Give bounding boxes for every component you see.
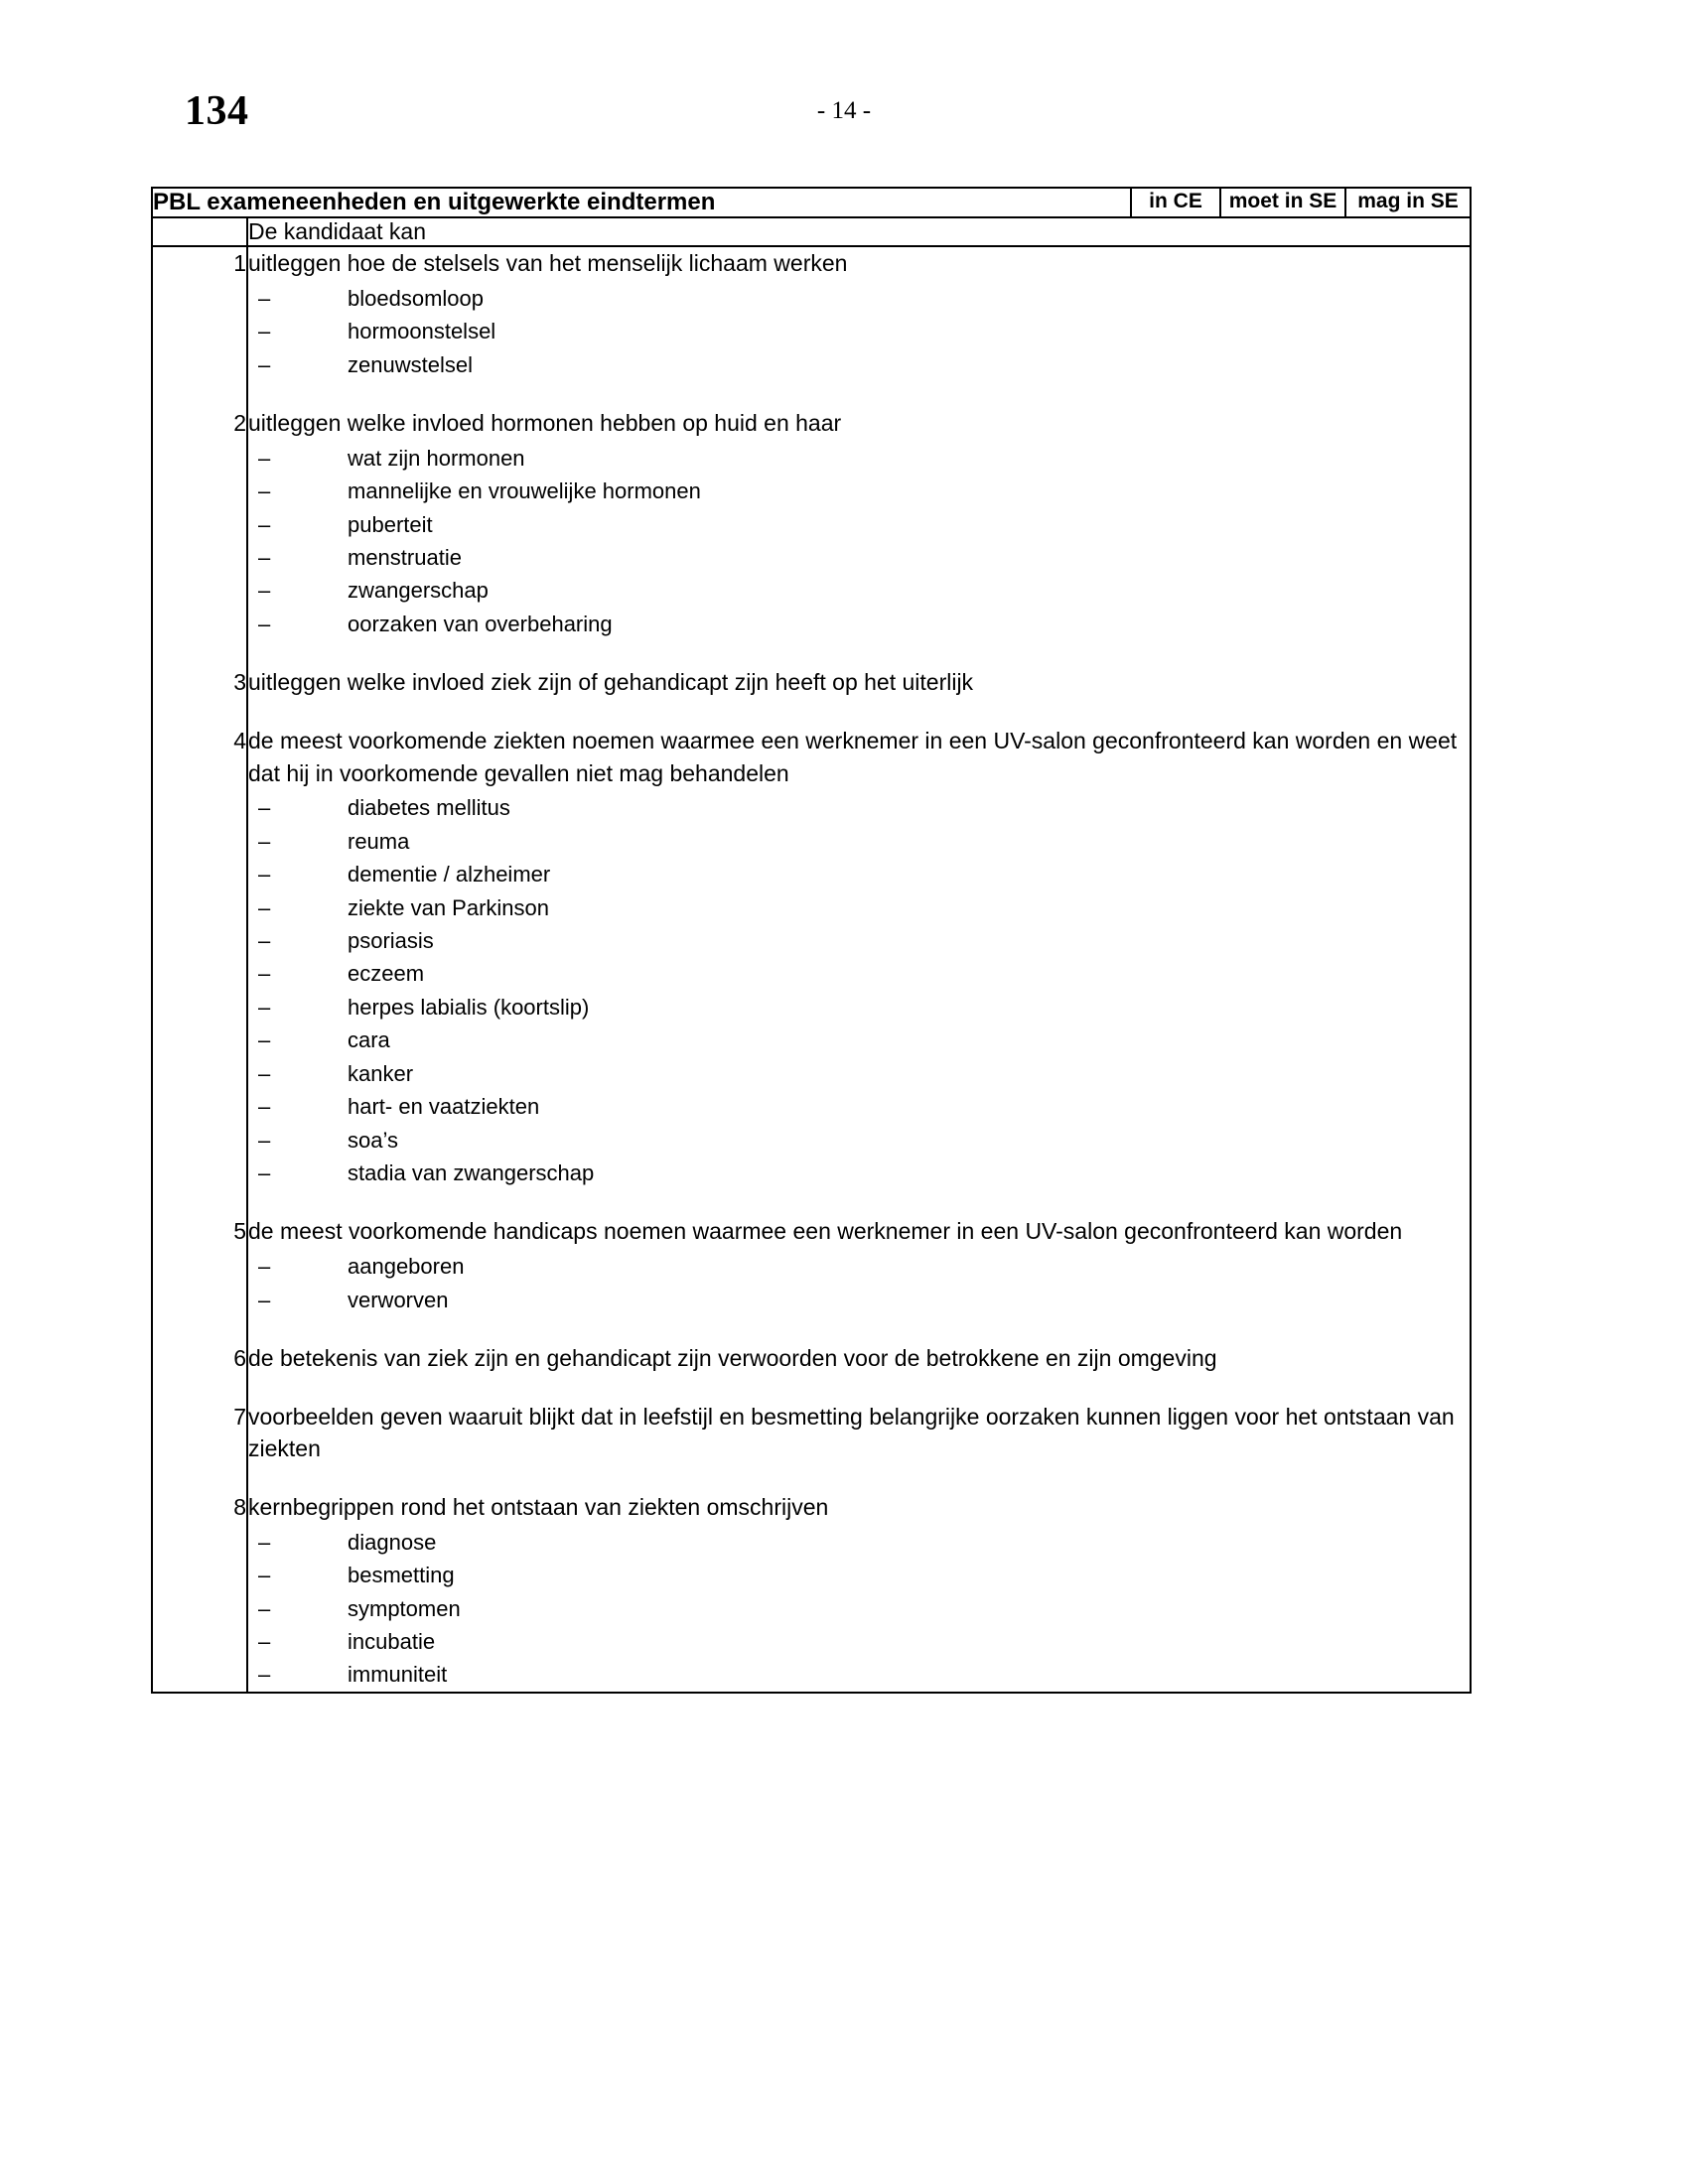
eindterm-item	[248, 1491, 1470, 1692]
eindterm-subitem-label: psoriasis	[348, 927, 434, 953]
eindterm-subitem	[248, 891, 1470, 924]
eindterm-subitem	[248, 608, 1470, 640]
eindterm-subitem	[248, 541, 1470, 574]
eindterm-subitem-label: dementie / alzheimer	[348, 862, 551, 887]
eindterm-subitem-label: reuma	[348, 828, 410, 854]
dash-marker-icon: –	[258, 285, 271, 311]
dash-marker-icon: –	[258, 961, 271, 987]
row-numbers-cell	[152, 246, 247, 1693]
dash-marker-icon: –	[258, 1160, 271, 1186]
dash-marker-icon: –	[258, 1027, 271, 1053]
eindterm-subitem-label: hormoonstelsel	[348, 319, 496, 344]
eindterm-subitem	[248, 1526, 1470, 1559]
table-body-row	[152, 246, 1471, 1693]
document-number: 134	[185, 88, 249, 134]
eindterm-subitem	[248, 791, 1470, 824]
item-spacer	[248, 1375, 1470, 1401]
eindterm-item	[248, 1342, 1470, 1375]
dash-marker-icon: –	[258, 319, 271, 344]
item-spacer	[153, 325, 246, 350]
eindterm-number: 8	[233, 1493, 246, 1520]
eindterm-subitem	[248, 1057, 1470, 1090]
eindterm-subitem-label: oorzaken van overbeharing	[348, 611, 613, 636]
dash-marker-icon: –	[258, 1254, 271, 1280]
eindterm-subitem	[248, 1090, 1470, 1123]
dash-marker-icon: –	[258, 1127, 271, 1153]
eindterm-subitem	[248, 1024, 1470, 1056]
dash-marker-icon: –	[258, 828, 271, 854]
eindterm-text: de betekenis van ziek zijn en gehandicapt zijn verwoorden voor de betrokkene en zijn omgeving	[248, 1345, 1217, 1371]
eindterm-subitem-label: symptomen	[348, 1595, 461, 1621]
item-spacer	[153, 402, 246, 428]
eindterm-subitem-label: hart- en vaatziekten	[348, 1094, 540, 1120]
eindterm-subitem-label: incubatie	[348, 1628, 436, 1654]
subheader-number-cell	[152, 217, 247, 246]
table-header-row	[152, 188, 1471, 217]
subheader-label: De kandidaat kan	[247, 217, 1471, 246]
eindterm-subitem	[248, 924, 1470, 957]
eindterm-subitem-label: mannelijke en vrouwelijke hormonen	[348, 478, 701, 504]
eindterm-subitem	[248, 825, 1470, 858]
eindterm-subitem	[248, 858, 1470, 890]
eindterm-number: 7	[233, 1403, 246, 1430]
eindterm-text: de meest voorkomende ziekten noemen waarmee een werknemer in een UV-salon geconfronteerd kan worden en weet dat hij in voorkomende gevallen niet mag behandelen	[248, 727, 1458, 786]
eindterm-subitem	[248, 1559, 1470, 1591]
dash-marker-icon: –	[258, 1287, 271, 1312]
eindterm-number: 1	[233, 250, 246, 276]
eindterm-subitem-label: besmetting	[348, 1563, 455, 1588]
eindterm-number: 2	[233, 409, 246, 436]
eindterm-subitem	[248, 574, 1470, 607]
item-spacer	[153, 273, 246, 299]
eindterm-subitem-label: menstruatie	[348, 544, 462, 570]
eindterm-subitem-label: aangeboren	[348, 1254, 465, 1280]
dash-marker-icon: –	[258, 544, 271, 570]
eindterm-subitem-label: stadia van zwangerschap	[348, 1160, 595, 1186]
eindterm-subitem-label: diabetes mellitus	[348, 795, 510, 821]
eindterm-item	[248, 725, 1470, 1190]
eindterm-sublist	[248, 282, 1470, 381]
eindterm-sublist	[248, 1526, 1470, 1692]
dash-marker-icon: –	[258, 1529, 271, 1555]
eindterm-subitem	[248, 475, 1470, 507]
dash-marker-icon: –	[258, 351, 271, 377]
page-number: - 14 -	[816, 97, 872, 124]
eindterm-subitem	[248, 282, 1470, 315]
eindterm-text: de meest voorkomende handicaps noemen waarmee een werknemer in een UV-salon geconfronteerd kan worden	[248, 1218, 1403, 1245]
eindterm-item	[248, 1401, 1470, 1465]
item-spacer	[153, 376, 246, 402]
eindtermen-table-container	[151, 187, 1470, 1694]
eindterm-subitem	[248, 1658, 1470, 1691]
eindterm-subitem-label: eczeem	[348, 961, 425, 987]
item-spacer	[248, 640, 1470, 666]
eindterm-subitem-label: diagnose	[348, 1529, 437, 1555]
header-col-ce: in CE	[1131, 188, 1220, 217]
eindterm-subitem	[248, 508, 1470, 541]
item-spacer	[153, 299, 246, 325]
eindterm-subitem-label: bloedsomloop	[348, 285, 484, 311]
eindterm-sublist	[248, 442, 1470, 641]
eindterm-subitem	[248, 1124, 1470, 1157]
dash-marker-icon: –	[258, 1060, 271, 1086]
item-spacer	[153, 350, 246, 376]
eindterm-number: 3	[233, 669, 246, 696]
dash-marker-icon: –	[258, 611, 271, 636]
eindterm-item	[248, 407, 1470, 640]
eindterm-text: kernbegrippen rond het ontstaan van ziekten omschrijven	[248, 1493, 829, 1520]
eindterm-subitem-label: soa’s	[348, 1127, 398, 1153]
eindterm-subitem	[248, 1284, 1470, 1316]
table-subheader-row	[152, 217, 1471, 246]
eindtermen-table	[151, 187, 1472, 1694]
eindterm-subitem-label: zwangerschap	[348, 578, 489, 604]
eindterm-subitem-label: kanker	[348, 1060, 414, 1086]
eindterm-text: uitleggen welke invloed ziek zijn of gehandicapt zijn heeft op het uiterlijk	[248, 669, 974, 696]
dash-marker-icon: –	[258, 1628, 271, 1654]
header-col-mag-se: mag in SE	[1345, 188, 1471, 217]
eindterm-subitem-label: herpes labialis (koortslip)	[348, 994, 590, 1020]
eindterm-subitem	[248, 1625, 1470, 1658]
eindterm-subitem	[248, 315, 1470, 347]
eindterm-subitem	[248, 991, 1470, 1024]
eindterm-subitem	[248, 1157, 1470, 1189]
dash-marker-icon: –	[258, 578, 271, 604]
eindterm-subitem	[248, 1592, 1470, 1625]
eindterm-subitem-label: wat zijn hormonen	[348, 445, 525, 471]
dash-marker-icon: –	[258, 1563, 271, 1588]
header-col-moet-se: moet in SE	[1220, 188, 1345, 217]
dash-marker-icon: –	[258, 1662, 271, 1688]
item-spacer	[248, 381, 1470, 407]
dash-marker-icon: –	[258, 862, 271, 887]
item-spacer	[248, 1189, 1470, 1215]
dash-marker-icon: –	[258, 927, 271, 953]
dash-marker-icon: –	[258, 478, 271, 504]
eindterm-item	[248, 666, 1470, 699]
eindterm-subitem-label: puberteit	[348, 511, 433, 537]
eindterm-sublist	[248, 791, 1470, 1189]
eindterm-number: 4	[233, 727, 246, 753]
dash-marker-icon: –	[258, 994, 271, 1020]
eindterm-number: 5	[233, 1218, 246, 1245]
eindterm-subitem-label: zenuwstelsel	[348, 351, 473, 377]
eindterm-subitem-label: immuniteit	[348, 1662, 448, 1688]
eindterm-subitem-label: cara	[348, 1027, 390, 1053]
eindterm-subitem	[248, 442, 1470, 475]
eindterm-number: 6	[233, 1345, 246, 1371]
dash-marker-icon: –	[258, 894, 271, 920]
eindterm-subitem	[248, 957, 1470, 990]
eindterm-subitem-label: verworven	[348, 1287, 449, 1312]
dash-marker-icon: –	[258, 1595, 271, 1621]
header-title: PBL exameneenheden en uitgewerkte eindtermen	[152, 188, 1131, 217]
eindterm-sublist	[248, 1250, 1470, 1316]
dash-marker-icon: –	[258, 445, 271, 471]
row-content-cell	[247, 246, 1471, 1693]
eindterm-text: uitleggen welke invloed hormonen hebben op huid en haar	[248, 409, 842, 436]
eindterm-text: voorbeelden geven waaruit blijkt dat in leefstijl en besmetting belangrijke oorzaken kunnen liggen voor het ontstaan van ziekten	[248, 1403, 1455, 1462]
eindterm-subitem-label: ziekte van Parkinson	[348, 894, 549, 920]
dash-marker-icon: –	[258, 511, 271, 537]
item-spacer	[248, 1465, 1470, 1491]
item-spacer	[248, 1316, 1470, 1342]
eindterm-subitem	[248, 1250, 1470, 1283]
eindterm-text: uitleggen hoe de stelsels van het menselijk lichaam werken	[248, 250, 848, 276]
eindterm-subitem	[248, 348, 1470, 381]
dash-marker-icon: –	[258, 1094, 271, 1120]
item-spacer	[248, 699, 1470, 725]
eindterm-item	[248, 247, 1470, 381]
dash-marker-icon: –	[258, 795, 271, 821]
item-spacer	[153, 247, 246, 273]
eindterm-item	[248, 1215, 1470, 1316]
